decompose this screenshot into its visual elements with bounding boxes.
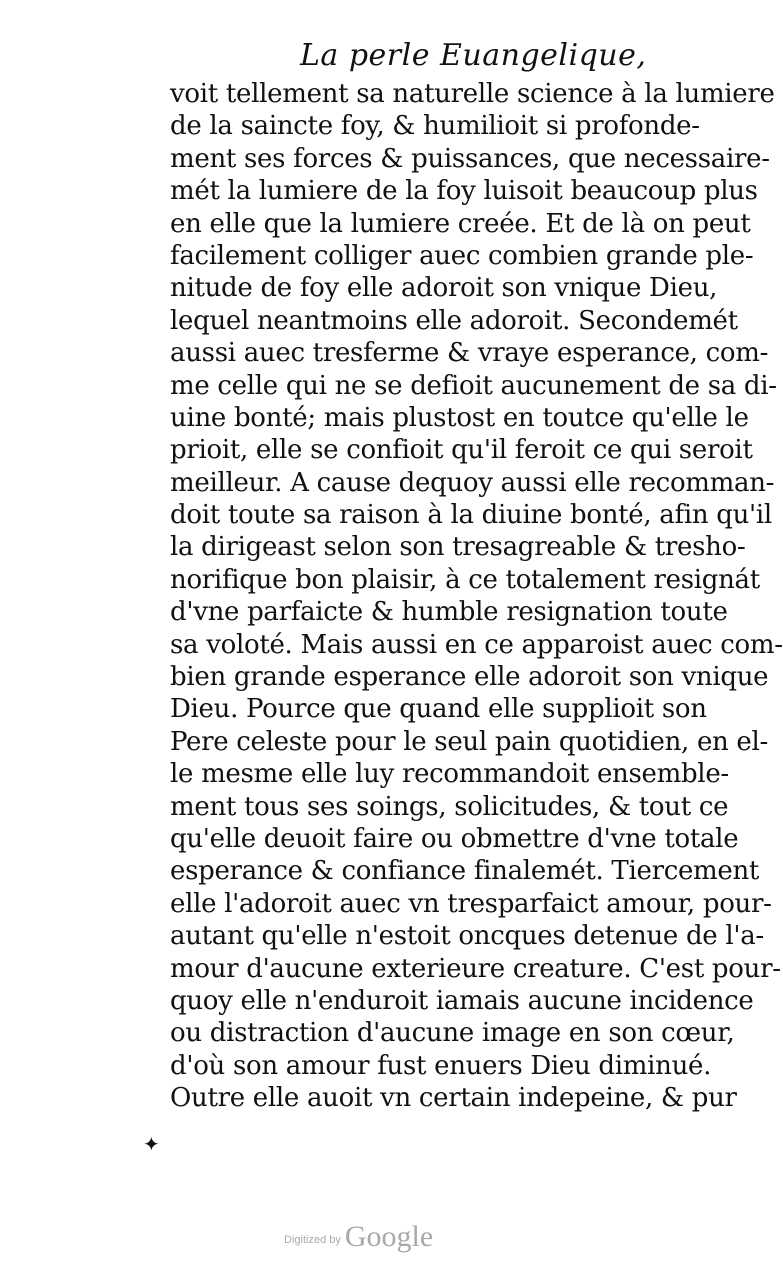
text-line: Pere celeste pour le seul pain quotidien, en el- [170, 726, 769, 757]
watermark-logo: Google [344, 1220, 434, 1253]
text-line: qu'elle deuoit faire ou obmettre d'vne totale [170, 823, 739, 854]
running-title: La perle Euangelique, [300, 38, 647, 73]
text-line: quoy elle n'enduroit iamais aucune incidence [170, 985, 754, 1016]
body-text [170, 78, 783, 1115]
text-line: ment ses forces & puissances, que necessaire- [170, 143, 770, 174]
text-line: lequel neantmoins elle adoroit. Secondemét [170, 305, 738, 336]
text-line: ment tous ses soings, solicitudes, & tout ce [170, 791, 729, 822]
text-line: norifique bon plaisir, à ce totalement resignát [170, 564, 760, 595]
text-line: Dieu. Pource que quand elle supplioit son [170, 694, 707, 725]
text-line: doit toute sa raison à la diuine bonté, afin qu'il [170, 500, 772, 531]
text-line: uine bonté; mais plustost en toutce qu'elle le [170, 402, 749, 433]
text-line: ou distraction d'aucune image en son cœur, [170, 1018, 735, 1049]
text-line: elle l'adoroit auec vn tresparfaict amour, pour- [170, 888, 772, 919]
digitization-watermark [284, 1216, 433, 1252]
text-line: de la saincte foy, & humilioit si profonde- [170, 111, 700, 142]
text-line: autant qu'elle n'estoit oncques detenue de l'a- [170, 921, 764, 952]
watermark-prefix: Digitized by [284, 1234, 341, 1246]
text-line: la dirigeast selon son tresagreable & tresho- [170, 532, 746, 563]
printer-mark-icon: ✦ [143, 1132, 160, 1156]
text-line: me celle qui ne se defioit aucunement de sa di- [170, 370, 777, 401]
text-line: d'vne parfaicte & humble resignation toute [170, 597, 728, 628]
text-line: facilement colliger auec combien grande ple- [170, 240, 754, 271]
text-line: bien grande esperance elle adoroit son vnique [170, 662, 769, 693]
text-line: d'où son amour fust enuers Dieu diminué. [170, 1050, 712, 1081]
text-line: aussi auec tresferme & vraye esperance, com- [170, 338, 769, 369]
text-line: mét la lumiere de la foy luisoit beaucoup plus [170, 176, 758, 207]
text-line: nitude de foy elle adoroit son vnique Dieu, [170, 273, 718, 304]
text-line: en elle que la lumiere creée. Et de là on peut [170, 208, 751, 239]
text-line: le mesme elle luy recommandoit ensemble- [170, 759, 729, 790]
text-line: mour d'aucune exterieure creature. C'est pour- [170, 953, 781, 984]
text-line: sa voloté. Mais aussi en ce apparoist auec com- [170, 629, 783, 660]
text-line: meilleur. A cause dequoy aussi elle recomman- [170, 467, 775, 498]
text-line: prioit, elle se confioit qu'il feroit ce qui seroit [170, 435, 753, 466]
text-line: voit tellement sa naturelle science à la lumiere [170, 79, 775, 109]
text-line: Outre elle auoit vn certain indepeine, & pur [170, 1083, 737, 1114]
text-line: esperance & confiance finalemét. Tiercement [170, 856, 760, 887]
